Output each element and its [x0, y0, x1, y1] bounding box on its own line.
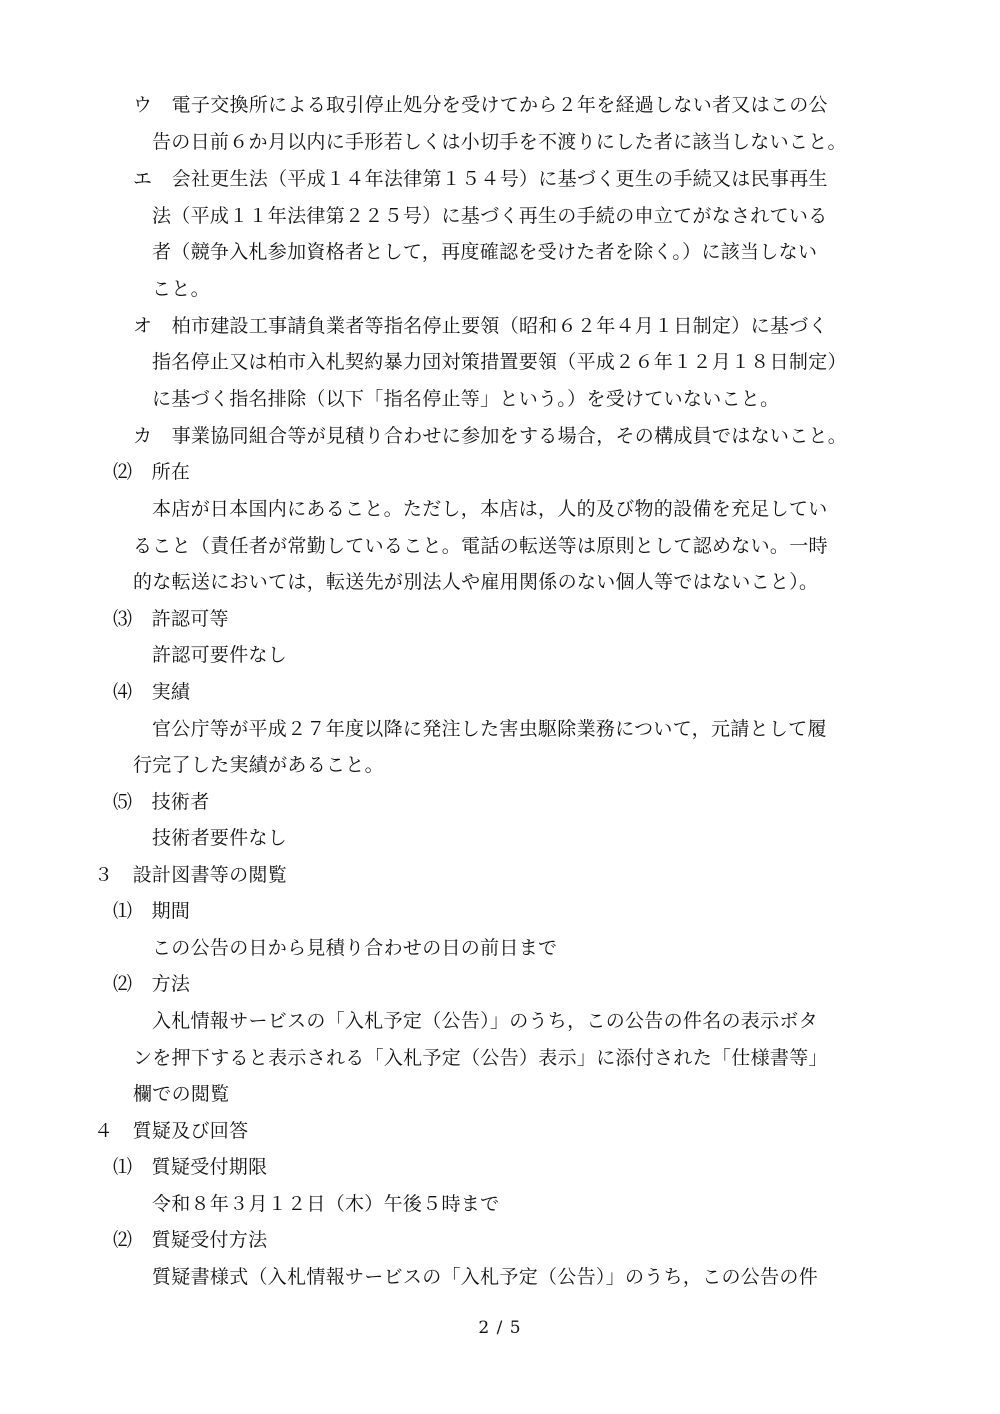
text-line: 許認可要件なし [152, 644, 288, 666]
text-line: 官公庁等が平成２７年度以降に発注した害虫駆除業務について，元請として履 [152, 718, 827, 740]
text-line: 的な転送においては，転送先が別法人や雇用関係のない個人等ではないこと）。 [133, 571, 819, 593]
text-line: 告の日前６か月以内に手形若しくは小切手を不渡りにした者に該当しないこと。 [152, 131, 847, 153]
text-line: 質疑書様式（入札情報サービスの「入札予定（公告）」のうち，この公告の件 [152, 1266, 819, 1288]
section-heading: ⑴ 期間 [113, 900, 191, 922]
chapter-heading: ４ 質疑及び回答 [94, 1120, 249, 1142]
text-line: 本店が日本国内にあること。ただし，本店は，人的及び物的設備を充足してい [152, 498, 828, 520]
text-line: 技術者要件なし [152, 827, 288, 849]
section-heading: ⑵ 所在 [113, 461, 191, 483]
text-line: 行完了した実績があること。 [133, 754, 384, 776]
text-line: ウ 電子交換所による取引停止処分を受けてから２年を経過しない者又はこの公 [133, 94, 828, 116]
text-line: 法（平成１１年法律第２２５号）に基づく再生の手続の申立てがなされている [152, 205, 828, 227]
text-line: こと。 [152, 278, 210, 300]
text-line: この公告の日から見積り合わせの日の前日まで [152, 937, 558, 959]
chapter-heading: ３ 設計図書等の閲覧 [94, 864, 288, 886]
page-number: 2 / 5 [478, 1318, 522, 1338]
section-heading: ⑴ 質疑受付期限 [113, 1156, 268, 1178]
text-line: 入札情報サービスの「入札予定（公告）」のうち，この公告の件名の表示ボタ [152, 1010, 819, 1032]
text-line: に基づく指名排除（以下「指名停止等」という。）を受けていないこと。 [152, 388, 780, 410]
text-line: 者（競争入札参加資格者として，再度確認を受けた者を除く。）に該当しない [152, 241, 818, 263]
text-line: ること（責任者が常勤していること。電話の転送等は原則として認めない。一時 [133, 535, 828, 557]
text-line: 令和８年３月１２日（木）午後５時まで [152, 1193, 500, 1215]
section-heading: ⑵ 質疑受付方法 [113, 1229, 268, 1251]
text-line: ンを押下すると表示される「入札予定（公告）表示」に添付された「仕様書等」 [133, 1047, 828, 1069]
section-heading: ⑷ 実績 [113, 681, 191, 703]
text-line: エ 会社更生法（平成１４年法律第１５４号）に基づく更生の手続又は民事再生 [133, 168, 828, 190]
section-heading: ⑸ 技術者 [113, 791, 210, 813]
text-line: オ 柏市建設工事請負業者等指名停止要領（昭和６２年４月１日制定）に基づく [133, 315, 828, 337]
section-heading: ⑵ 方法 [113, 973, 191, 995]
text-line: 欄での閲覧 [133, 1083, 230, 1105]
section-heading: ⑶ 許認可等 [113, 608, 229, 630]
text-line: カ 事業協同組合等が見積り合わせに参加をする場合，その構成員ではないこと。 [133, 425, 848, 447]
text-line: 指名停止又は柏市入札契約暴力団対策措置要領（平成２６年１２月１８日制定） [152, 351, 847, 373]
